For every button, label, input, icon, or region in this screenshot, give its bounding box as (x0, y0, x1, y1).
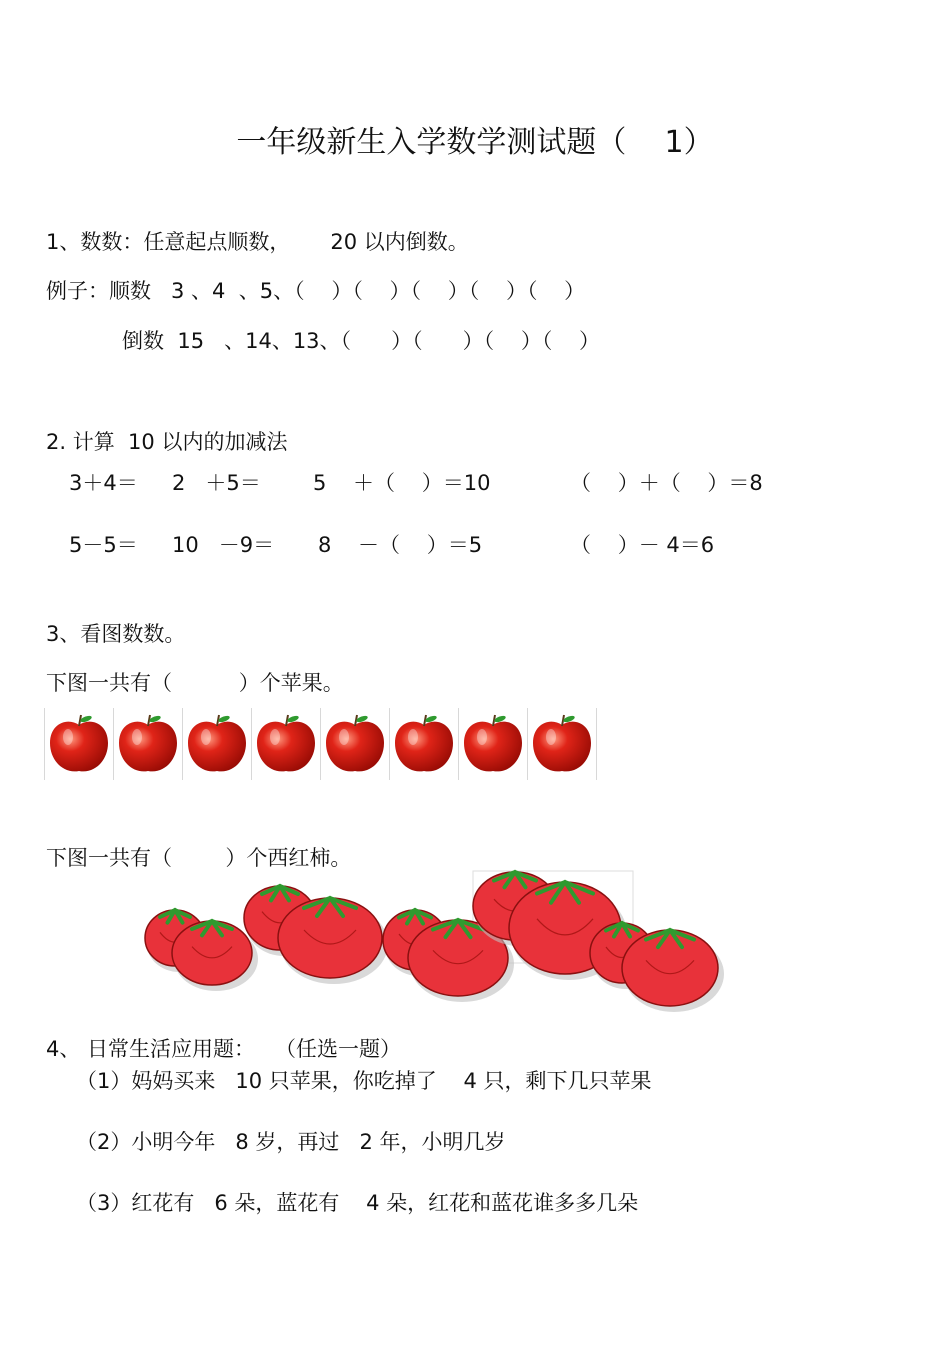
q3-apples-prompt: 下图一共有（ ）个苹果。 (46, 671, 344, 695)
q2-problem: 5－5＝ (69, 533, 138, 557)
q4-item: （2）小明今年 8 岁，再过 2 年，小明几岁 (76, 1130, 506, 1154)
apple-strip (44, 708, 597, 780)
q2-problem: 10 －9＝ (172, 533, 275, 557)
apple-icon (321, 708, 390, 780)
q1-heading: 1、数数：任意起点顺数， 20 以内倒数。 (46, 230, 469, 254)
q3-heading: 3、看图数数。 (46, 622, 186, 646)
q1-example-forward: 例子：顺数 3 、4 、5、（ ）（ ）（ ）（ ）（ ） (46, 279, 586, 303)
apple-icon (183, 708, 252, 780)
tomato-icon (172, 921, 258, 991)
page-title: 一年级新生入学数学测试题（ 1） (236, 125, 714, 160)
apple-icon (44, 708, 114, 780)
apple-icon (528, 708, 597, 780)
q2-problem: 5 ＋（ ）＝10 (313, 471, 491, 495)
q2-heading: 2. 计算 10 以内的加减法 (46, 430, 288, 454)
q4-item: （1）妈妈买来 10 只苹果，你吃掉了 4 只，剩下几只苹果 (76, 1069, 652, 1093)
q4-heading: 4、 日常生活应用题： （任选一题） (46, 1037, 402, 1061)
apple-icon (459, 708, 528, 780)
q2-problem: 8 －（ ）＝5 (318, 533, 483, 557)
q4-item: （3）红花有 6 朵，蓝花有 4 朵，红花和蓝花谁多多几朵 (76, 1191, 639, 1215)
q1-example-backward: 倒数 15 、14、13、（ ）（ ）（ ）（ ） (122, 329, 601, 353)
q2-problem: 2 ＋5＝ (172, 471, 261, 495)
q2-problem: 3＋4＝ (69, 471, 138, 495)
tomato-icon (278, 898, 388, 984)
apple-icon (114, 708, 183, 780)
apple-icon (390, 708, 459, 780)
tomato-icon (622, 930, 724, 1012)
q2-problem: （ ）－ 4＝6 (570, 533, 715, 557)
apple-icon (252, 708, 321, 780)
q3-tomatoes-prompt: 下图一共有（ ）个西红柿。 (46, 846, 352, 870)
q2-problem: （ ）＋（ ）＝8 (570, 471, 763, 495)
tomato-illustration (140, 868, 730, 1018)
